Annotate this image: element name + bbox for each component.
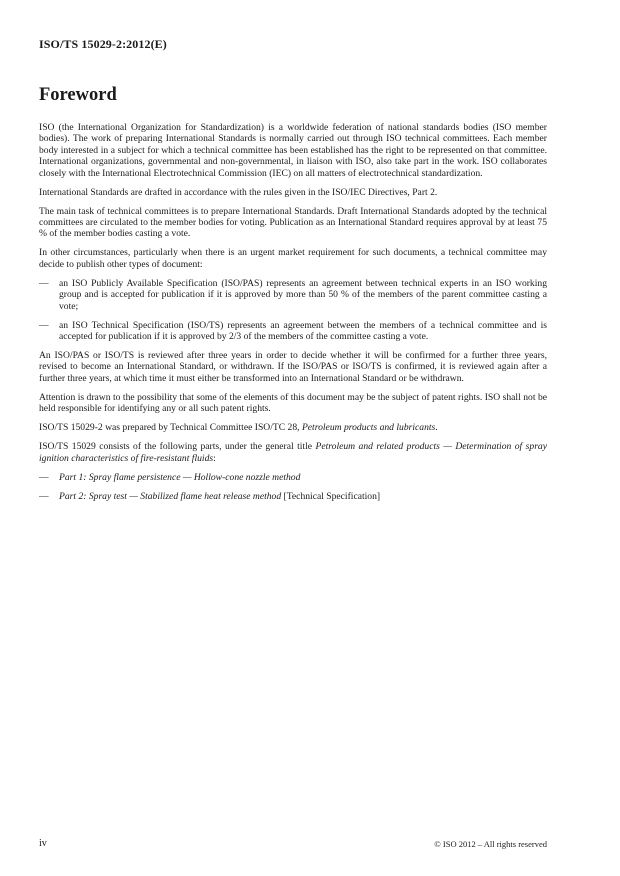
paragraph-other-circumstances: In other circumstances, particularly when there is an urgent market requirement for such documents, a technical committee may decide to publish other types of document: [39,247,547,270]
list-item [39,320,547,343]
part-suffix: [Technical Specification] [281,490,381,502]
list-item [39,491,547,502]
general-title: Petroleum and related products — Determination of spray ignition characteristics of fire-resistant fluids [39,441,547,464]
parts-intro-end: : [213,452,216,464]
parts-intro-text: ISO/TS 15029 consists of the following parts, under the general title [39,441,316,453]
list-item-text [59,491,547,502]
list-dash: — [39,471,49,483]
paragraph-parts [39,441,547,464]
prepared-by-end: . [435,422,438,434]
foreword-body [39,122,547,510]
prepared-by-text: ISO/TS 15029-2 was prepared by Technical Committee ISO/TC 28, [39,422,302,434]
page-title: Foreword [39,85,117,105]
list-dash: — [39,319,49,331]
list-item-text: an ISO Publicly Available Specification (ISO/PAS) represents an agreement between technical experts in an ISO working group and is accepted for publication if it is approved by more than 50 % of the members of the parent committee casting a vote; [59,277,547,312]
list-dash: — [39,490,49,502]
paragraph-patent: Attention is drawn to the possibility that some of the elements of this document may be the subject of patent rights. ISO shall not be held responsible for identifying any or all such patent rights. [39,391,547,415]
list-item-text [59,472,547,483]
list-dash: — [39,277,49,289]
paragraph-review: An ISO/PAS or ISO/TS is reviewed after three years in order to decide whether it will be confirmed for a further three years, revised to become an International Standard, or withdrawn. If the ISO/PAS or ISO/TS is confirmed, it is reviewed again after a further three years, at which time it must either be transformed into an International Standard or be withdrawn. [39,350,547,384]
part-title: Part 1: Spray flame persistence — Hollow-cone nozzle method [59,471,301,483]
document-id: ISO/TS 15029-2:2012(E) [39,37,167,51]
paragraph-directives: International Standards are drafted in accordance with the rules given in the ISO/IEC Directives, Part 2. [39,186,438,198]
part-title: Part 2: Spray test — Stabilized flame heat release method [59,490,282,502]
paragraph-prepared-by [39,422,547,433]
paragraph-iso-intro: ISO (the International Organization for Standardization) is a worldwide federation of national standards bodies (ISO member bodies). The work of preparing International Standards is normally carried out through ISO technical committees. Each member body interested in a subject for which a technical committee has been established has the right to be represented on that committee. International organizations, governmental and non-governmental, in liaison with ISO, also take part in the work. ISO collaborates closely with the International Electrotechnical Commission (IEC) on all matters of electrotechnical standardization. [39,122,547,179]
page-number: iv [39,838,47,849]
committee-title: Petroleum products and lubricants [301,422,436,434]
list-item-text: an ISO Technical Specification (ISO/TS) represents an agreement between the members of a technical committee and is accepted for publication if it is approved by 2/3 of the members of the committee casting a vote. [59,319,547,343]
list-item [39,278,547,312]
copyright-notice: © ISO 2012 – All rights reserved [434,839,547,849]
paragraph-main-task: The main task of technical committees is to prepare International Standards. Draft International Standards adopted by the technical committees are circulated to the member bodies for voting. Publication as an International Standard requires approval by at least 75 % of the member bodies casting a vote. [39,205,547,240]
list-item [39,472,547,483]
